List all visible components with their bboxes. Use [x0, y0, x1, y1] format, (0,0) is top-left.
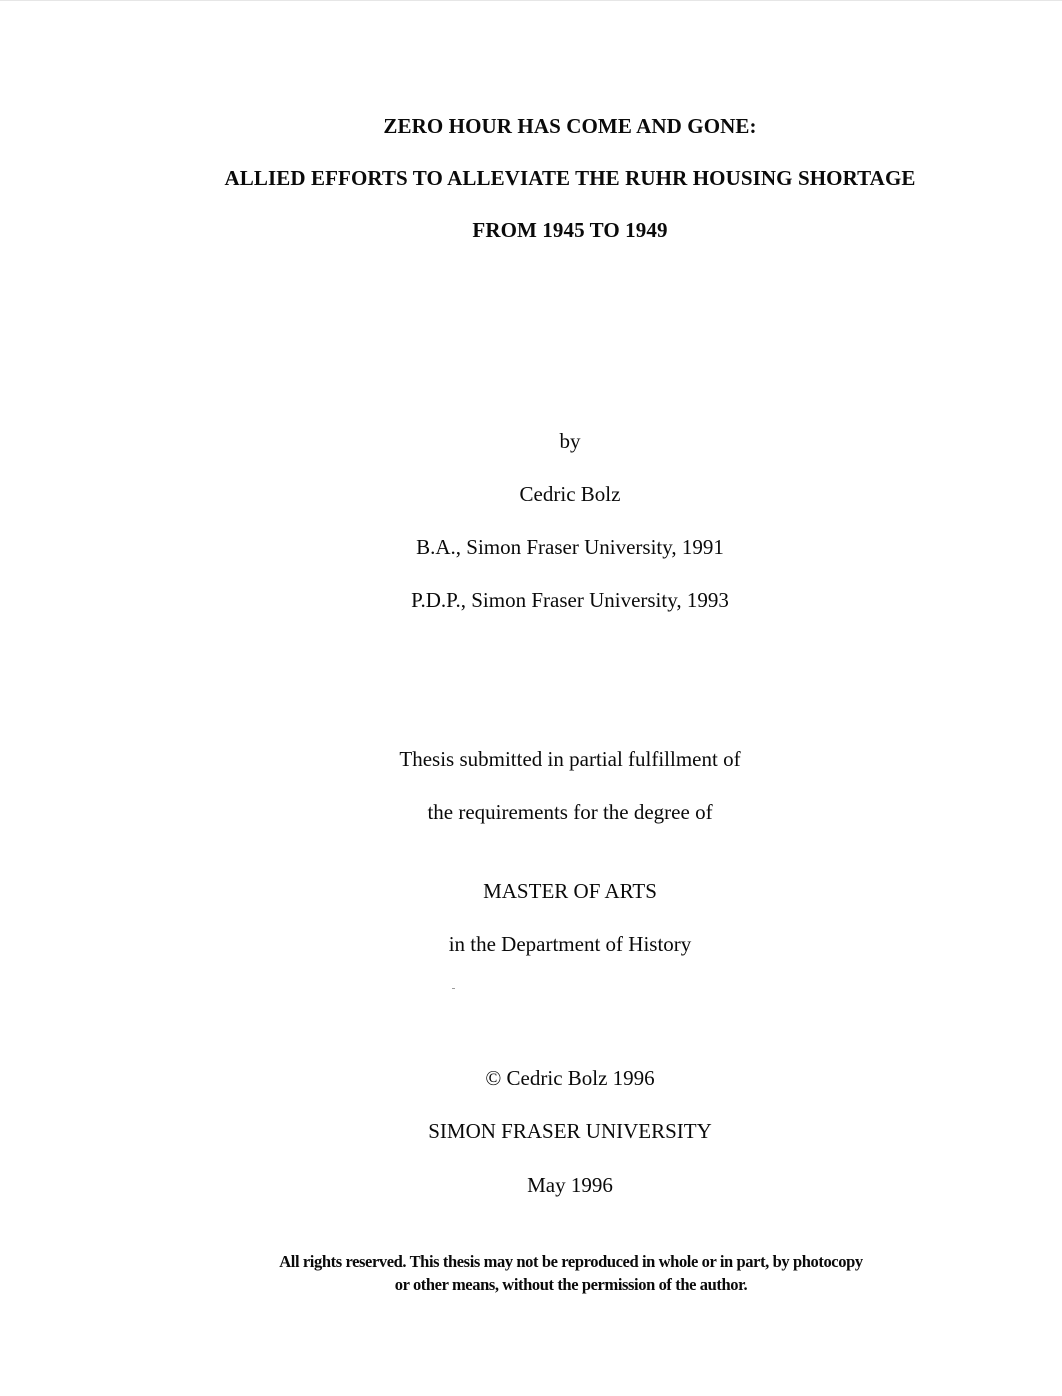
rights-notice-line-2: or other means, without the permission of the author.	[394, 1275, 748, 1294]
page-top-border	[0, 0, 1062, 1]
copyright-notice: © Cedric Bolz 1996	[485, 1066, 655, 1090]
submission-statement-line-1: Thesis submitted in partial fulfillment of	[399, 747, 741, 771]
author-name: Cedric Bolz	[519, 482, 621, 506]
title-line-2: ALLIED EFFORTS TO ALLEVIATE THE RUHR HOUSING SHORTAGE	[224, 166, 916, 190]
submission-statement-line-2: the requirements for the degree of	[427, 800, 713, 824]
by-label: by	[559, 429, 581, 453]
university-name: SIMON FRASER UNIVERSITY	[428, 1119, 712, 1143]
scan-speck	[452, 988, 455, 989]
title-line-3: FROM 1945 TO 1949	[472, 218, 668, 242]
author-degree-ba: B.A., Simon Fraser University, 1991	[416, 535, 724, 559]
author-degree-pdp: P.D.P., Simon Fraser University, 1993	[411, 588, 729, 612]
submission-date: May 1996	[527, 1173, 613, 1197]
department-name: in the Department of History	[448, 932, 692, 956]
degree-name: MASTER OF ARTS	[483, 879, 657, 903]
rights-notice-line-1: All rights reserved. This thesis may not be reproduced in whole or in part, by photocopy	[279, 1252, 863, 1271]
title-line-1: ZERO HOUR HAS COME AND GONE:	[383, 114, 757, 138]
